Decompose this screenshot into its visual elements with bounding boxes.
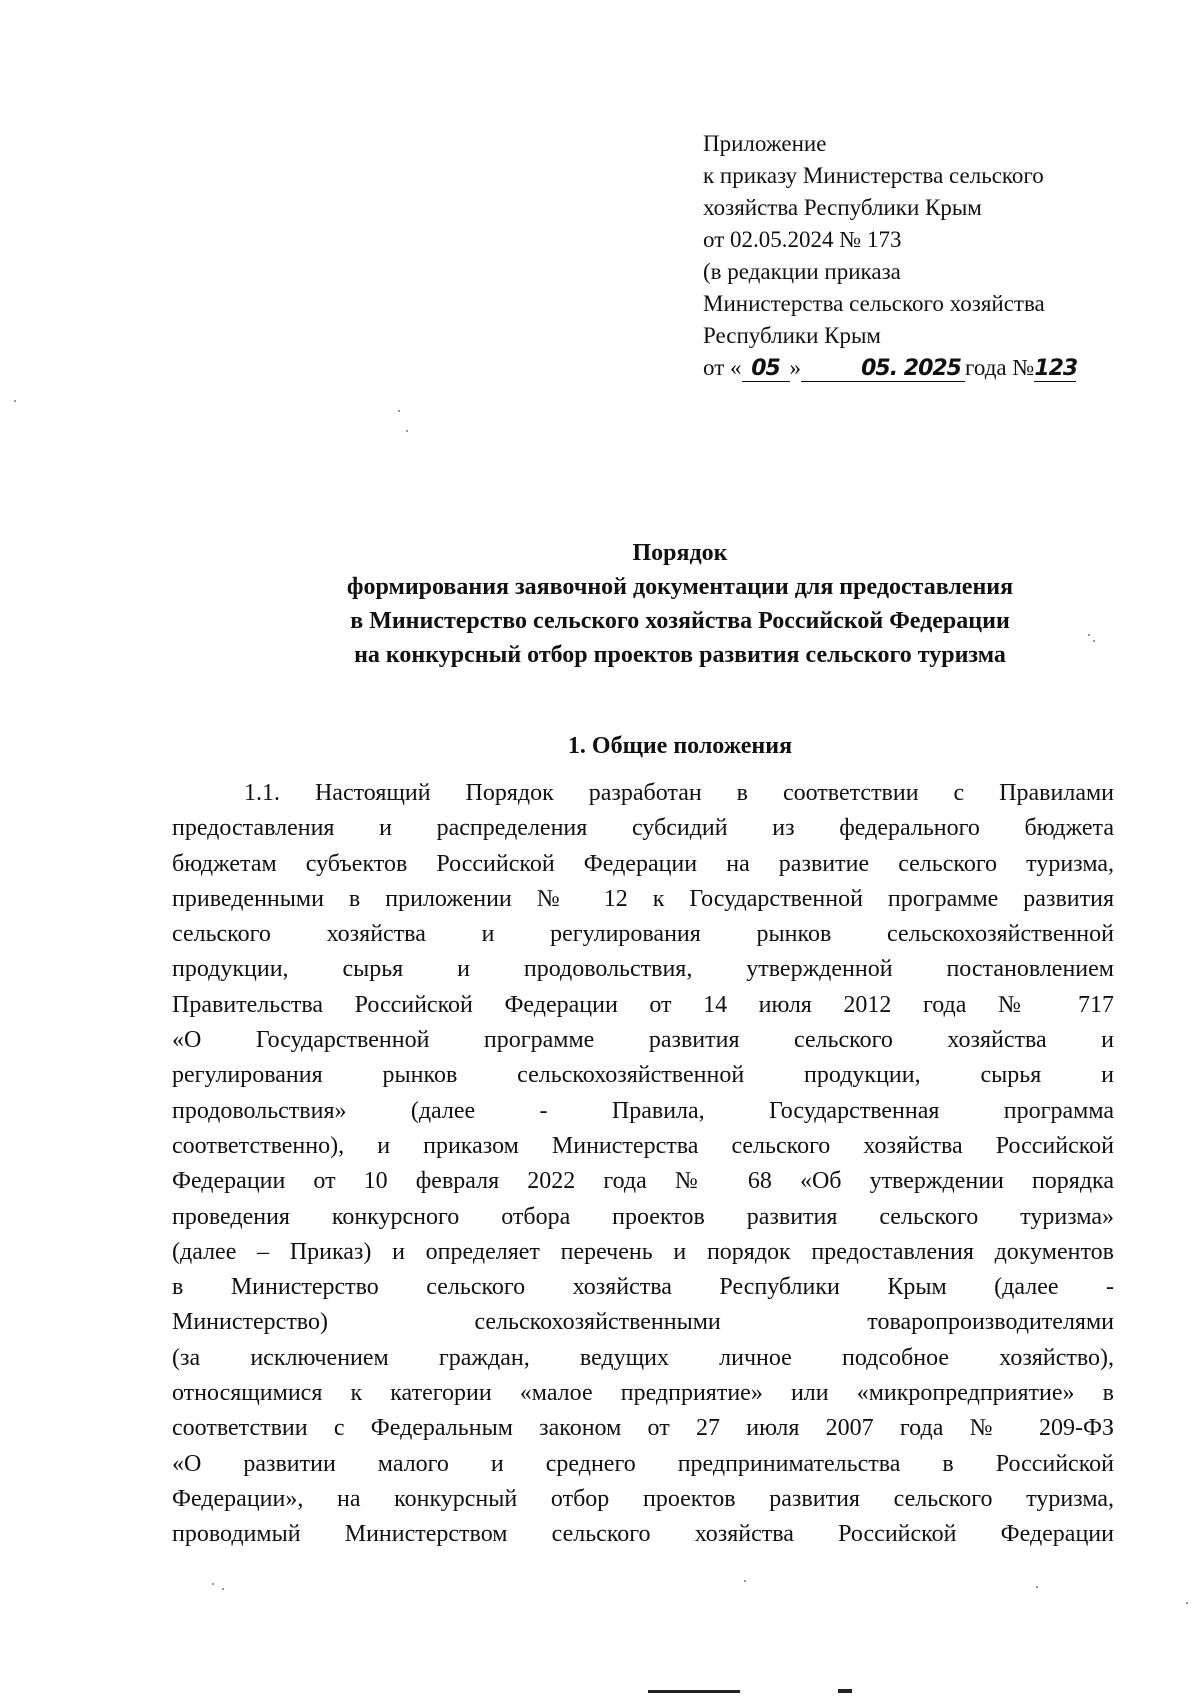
- body-line: «О развитии малого и среднего предпринимательства в Российской: [172, 1450, 1114, 1477]
- scan-speck: [406, 430, 408, 432]
- document-title: [170, 536, 1190, 672]
- appendix-line: Республики Крым: [703, 323, 881, 348]
- appendix-line: хозяйства Республики Крым: [703, 195, 982, 220]
- body-line: проводимый Министерством сельского хозяйства Российской Федерации: [172, 1521, 1114, 1548]
- body-line: относящимися к категории «малое предприятие» или «микропредприятие» в: [172, 1380, 1114, 1407]
- appendix-line: Приложение: [703, 131, 827, 156]
- appendix-header: [703, 128, 1123, 384]
- date-prefix: от «: [703, 355, 742, 380]
- section-heading: 1. Общие положения: [567, 733, 793, 759]
- title-line: на конкурсный отбор проектов развития сельского туризма: [354, 642, 1006, 668]
- scan-speck: [14, 400, 16, 402]
- order-number-field: [1034, 356, 1076, 382]
- body-line: Правительства Российской Федерации от 14 июля 2012 года № 717: [172, 991, 1114, 1018]
- appendix-line: (в редакции приказа: [703, 259, 901, 284]
- footer-scan-mark: [838, 1689, 852, 1693]
- appendix-line: от 02.05.2024 № 173: [703, 227, 902, 252]
- title-line: в Министерство сельского хозяйства Российской Федерации: [350, 608, 1010, 634]
- body-line: соответствии с Федеральным законом от 27 июля 2007 года № 209-ФЗ: [172, 1415, 1114, 1442]
- body-line: (далее – Приказ) и определяет перечень и порядок предоставления документов: [172, 1238, 1114, 1265]
- body-line: продовольствия» (далее - Правила, Государственная программа: [172, 1097, 1114, 1124]
- body-line: приведенными в приложении № 12 к Государственной программе развития: [172, 885, 1114, 912]
- date-mid: »: [789, 355, 801, 380]
- body-line: предоставления и распределения субсидий из федерального бюджета: [172, 815, 1114, 842]
- date-month-year-field: [801, 356, 965, 382]
- handwritten-month-year: 05. 2025: [861, 356, 961, 381]
- scan-speck: [222, 1588, 224, 1590]
- paragraph-1-1: [172, 776, 1114, 1553]
- body-line: сельского хозяйства и регулирования рынков сельскохозяйственной: [172, 921, 1114, 948]
- body-line: проведения конкурсного отбора проектов развития сельского туризма»: [172, 1203, 1114, 1230]
- scan-speck: [1088, 634, 1090, 636]
- body-line: в Министерство сельского хозяйства Республики Крым (далее -: [172, 1274, 1114, 1301]
- body-line: (за исключением граждан, ведущих личное подсобное хозяйство),: [172, 1344, 1114, 1371]
- scan-speck: [744, 1580, 746, 1582]
- body-line: Федерации», на конкурсный отбор проектов развития сельского туризма,: [172, 1485, 1114, 1512]
- amendment-date-line: [703, 352, 1123, 384]
- footer-scan-mark: [648, 1690, 740, 1693]
- body-line: соответственно), и приказом Министерства сельского хозяйства Российской: [172, 1132, 1114, 1159]
- handwritten-day: 05: [751, 356, 780, 381]
- title-line: Порядок: [632, 540, 728, 566]
- date-suffix: года №: [965, 355, 1035, 380]
- appendix-line: к приказу Министерства сельского: [703, 163, 1044, 188]
- body-line: Федерации от 10 февраля 2022 года № 68 «Об утверждении порядка: [172, 1168, 1114, 1195]
- body-line: «О Государственной программе развития сельского хозяйства и: [172, 1027, 1114, 1054]
- body-line: регулирования рынков сельскохозяйственной продукции, сырья и: [172, 1062, 1114, 1089]
- scan-speck: [1186, 1602, 1188, 1604]
- title-line: формирования заявочной документации для предоставления: [346, 574, 1014, 600]
- date-day-field: [742, 356, 790, 382]
- body-line: 1.1. Настоящий Порядок разработан в соответствии с Правилами: [244, 780, 1114, 806]
- scan-speck: [212, 1583, 214, 1585]
- scan-speck: [398, 410, 400, 412]
- body-line: продукции, сырья и продовольствия, утвержденной постановлением: [172, 956, 1114, 983]
- scan-speck: [1093, 640, 1095, 642]
- appendix-line: Министерства сельского хозяйства: [703, 291, 1045, 316]
- scan-speck: [1036, 1586, 1038, 1588]
- body-line: Министерство) сельскохозяйственными товаропроизводителями: [172, 1309, 1114, 1336]
- handwritten-order-number: 123: [1034, 356, 1078, 381]
- body-line: бюджетам субъектов Российской Федерации на развитие сельского туризма,: [172, 850, 1114, 877]
